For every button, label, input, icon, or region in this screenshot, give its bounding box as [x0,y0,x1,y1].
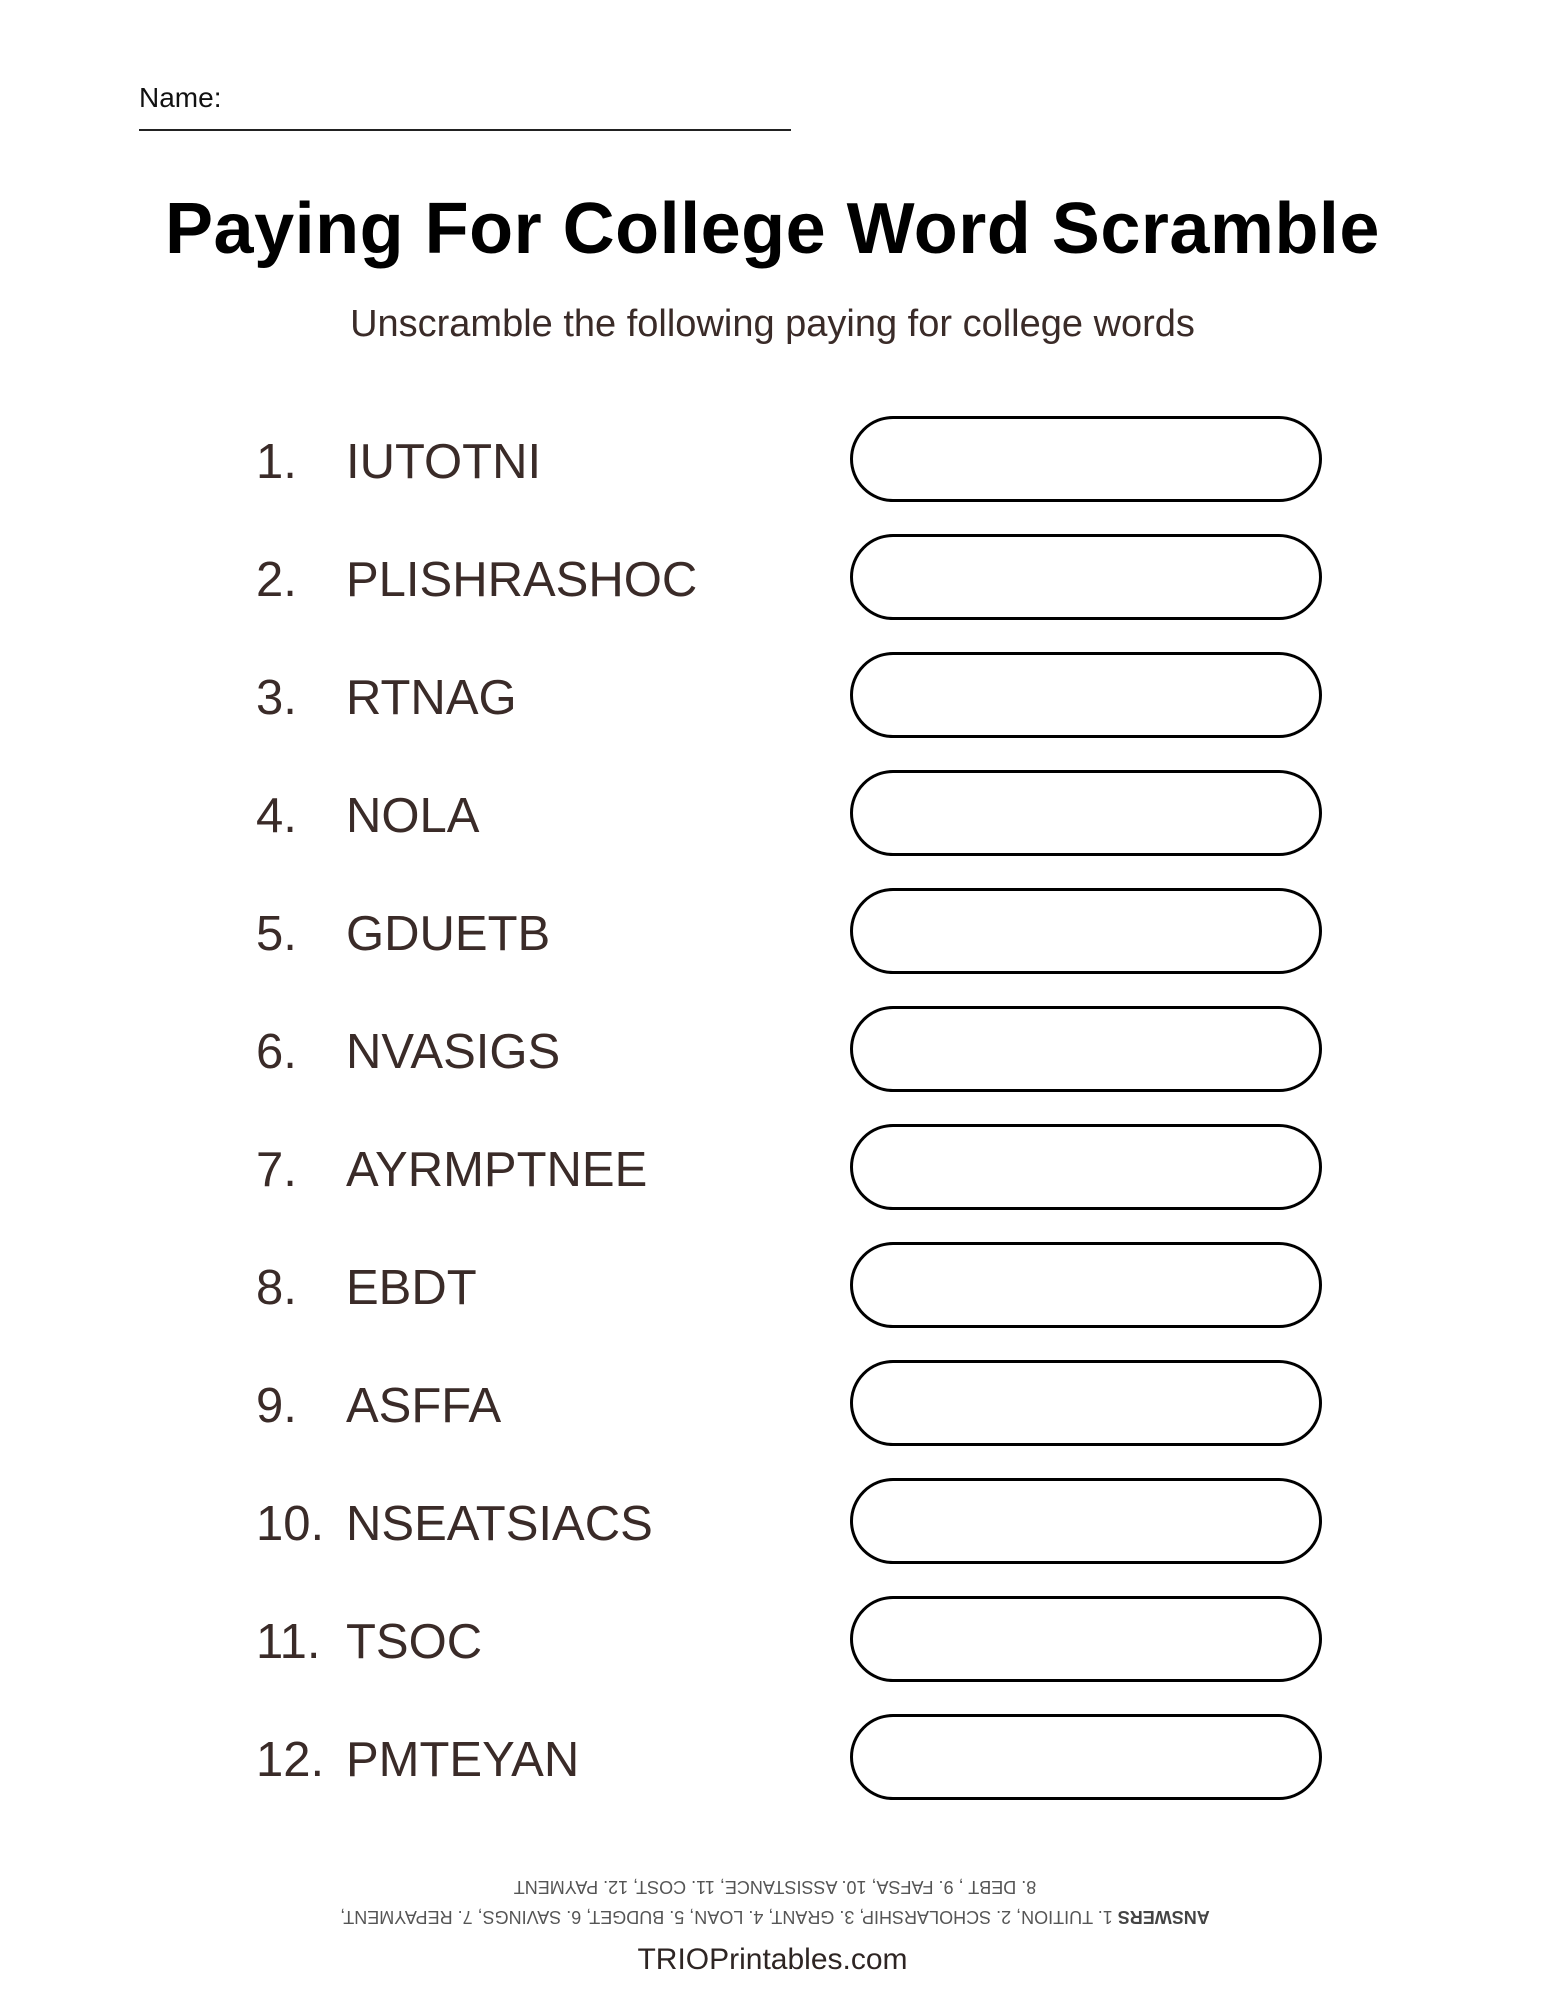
scrambled-word: NSEATSIACS [346,1497,653,1551]
answer-box[interactable] [850,1124,1322,1210]
answer-box[interactable] [850,416,1322,502]
page-title: Paying For College Word Scramble [165,189,1380,269]
item-number: 1. [256,435,297,489]
item-number: 9. [256,1379,297,1433]
answer-box[interactable] [850,1242,1322,1328]
item-number: 3. [256,671,297,725]
name-label: Name: [139,82,222,113]
list-item [0,1242,1545,1328]
answer-box[interactable] [850,1596,1322,1682]
answer-box[interactable] [850,1360,1322,1446]
answer-box[interactable] [850,652,1322,738]
item-number: 11. [256,1615,321,1669]
scrambled-word: GDUETB [346,907,551,961]
list-item [0,1006,1545,1092]
list-item [0,652,1545,738]
list-item [0,534,1545,620]
list-item [0,1714,1545,1800]
scrambled-word: PMTEYAN [346,1733,580,1787]
item-number: 6. [256,1025,297,1079]
list-item [0,1124,1545,1210]
answer-key [300,1872,1250,1932]
list-item [0,1478,1545,1564]
answer-box[interactable] [850,534,1322,620]
answers-line-1: 1. TUITION, 2. SCHOLARSHIP, 3. GRANT, 4. LOAN, 5. BUDGET, 6. SAVINGS, 7. REPAYMENT, [340,1907,1113,1927]
list-item [0,416,1545,502]
list-item [0,888,1545,974]
list-item [0,770,1545,856]
item-number: 8. [256,1261,297,1315]
scrambled-word: TSOC [346,1615,483,1669]
footer-site: TRIOPrintables.com [637,1943,908,1976]
item-number: 4. [256,789,297,843]
item-number: 2. [256,553,297,607]
scrambled-word: RTNAG [346,671,517,725]
scrambled-word: AYRMPTNEE [346,1143,648,1197]
answer-box[interactable] [850,1714,1322,1800]
answers-label: ANSWERS [1117,1907,1210,1927]
list-item [0,1360,1545,1446]
item-number: 5. [256,907,297,961]
item-number: 12. [256,1733,325,1787]
answer-box[interactable] [850,1006,1322,1092]
name-line-field[interactable] [139,129,791,131]
scrambled-word: PLISHRASHOC [346,553,698,607]
scrambled-word: NOLA [346,789,480,843]
answer-box[interactable] [850,888,1322,974]
answer-box[interactable] [850,770,1322,856]
item-number: 7. [256,1143,297,1197]
page-subtitle: Unscramble the following paying for college words [350,303,1195,345]
scrambled-word: EBDT [346,1261,477,1315]
answer-box[interactable] [850,1478,1322,1564]
item-number: 10. [256,1497,325,1551]
scrambled-word: IUTOTNI [346,435,542,489]
list-item [0,1596,1545,1682]
scrambled-word: NVASIGS [346,1025,561,1079]
answers-line-2: 8. DEBT , 9. FAFSA, 10. ASSISTANCE, 11. COST, 12. PAYMENT [513,1877,1037,1897]
scrambled-word: ASFFA [346,1379,502,1433]
